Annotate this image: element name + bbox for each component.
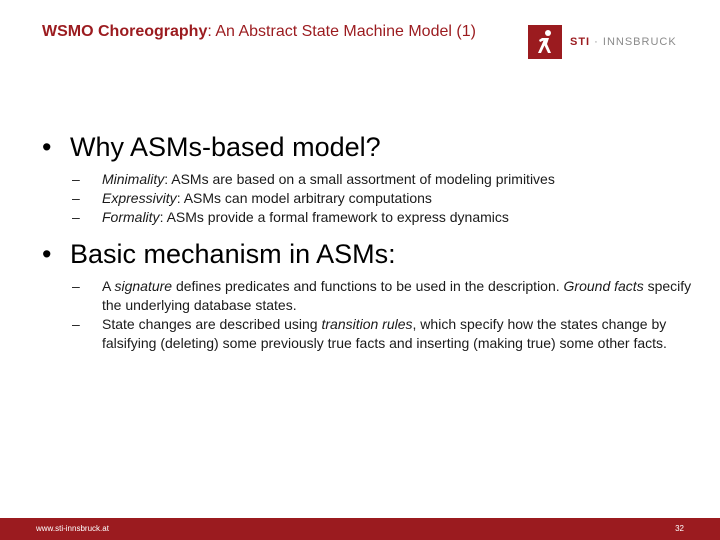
page-number: 32 [675, 524, 684, 533]
list-item: – State changes are described using transition rules, which specify how the states change by falsifying (deleting) some previously true facts and inserting (making true) some other facts. [72, 316, 667, 351]
list-item: – A signature defines predicates and functions to be used in the description. Ground facts specify the underlying database states. [72, 278, 692, 313]
list-item: – Minimality: ASMs are based on a small assortment of modeling primitives [72, 171, 555, 187]
basic-mechanism-list [42, 277, 692, 353]
bullet-text: Basic mechanism in ASMs: [70, 239, 396, 269]
logo-wordmark [570, 36, 677, 48]
slide-title [42, 22, 482, 42]
list-item: – Expressivity: ASMs can model arbitrary computations [72, 190, 432, 206]
title-rest: : An Abstract State Machine Model (1) [207, 23, 476, 40]
logo-separator: · [590, 36, 603, 48]
title-bold: WSMO Choreography [42, 23, 208, 40]
running-figure-icon [528, 25, 562, 59]
bullet-dot: • [42, 239, 52, 269]
logo-city: INNSBRUCK [602, 36, 677, 48]
sti-innsbruck-logo [528, 24, 677, 60]
list-item: – Formality: ASMs provide a formal framework to express dynamics [72, 209, 509, 225]
footer-bar [0, 518, 720, 540]
bullet-why-asms [42, 130, 692, 164]
slide-content [42, 130, 692, 363]
bullet-basic-mechanism [42, 237, 692, 271]
why-asms-list [42, 170, 692, 227]
bullet-dot: • [42, 132, 52, 162]
footer-url[interactable]: www.sti-innsbruck.at [36, 524, 109, 533]
bullet-text: Why ASMs-based model? [70, 132, 381, 162]
logo-brand: STI [570, 36, 591, 48]
